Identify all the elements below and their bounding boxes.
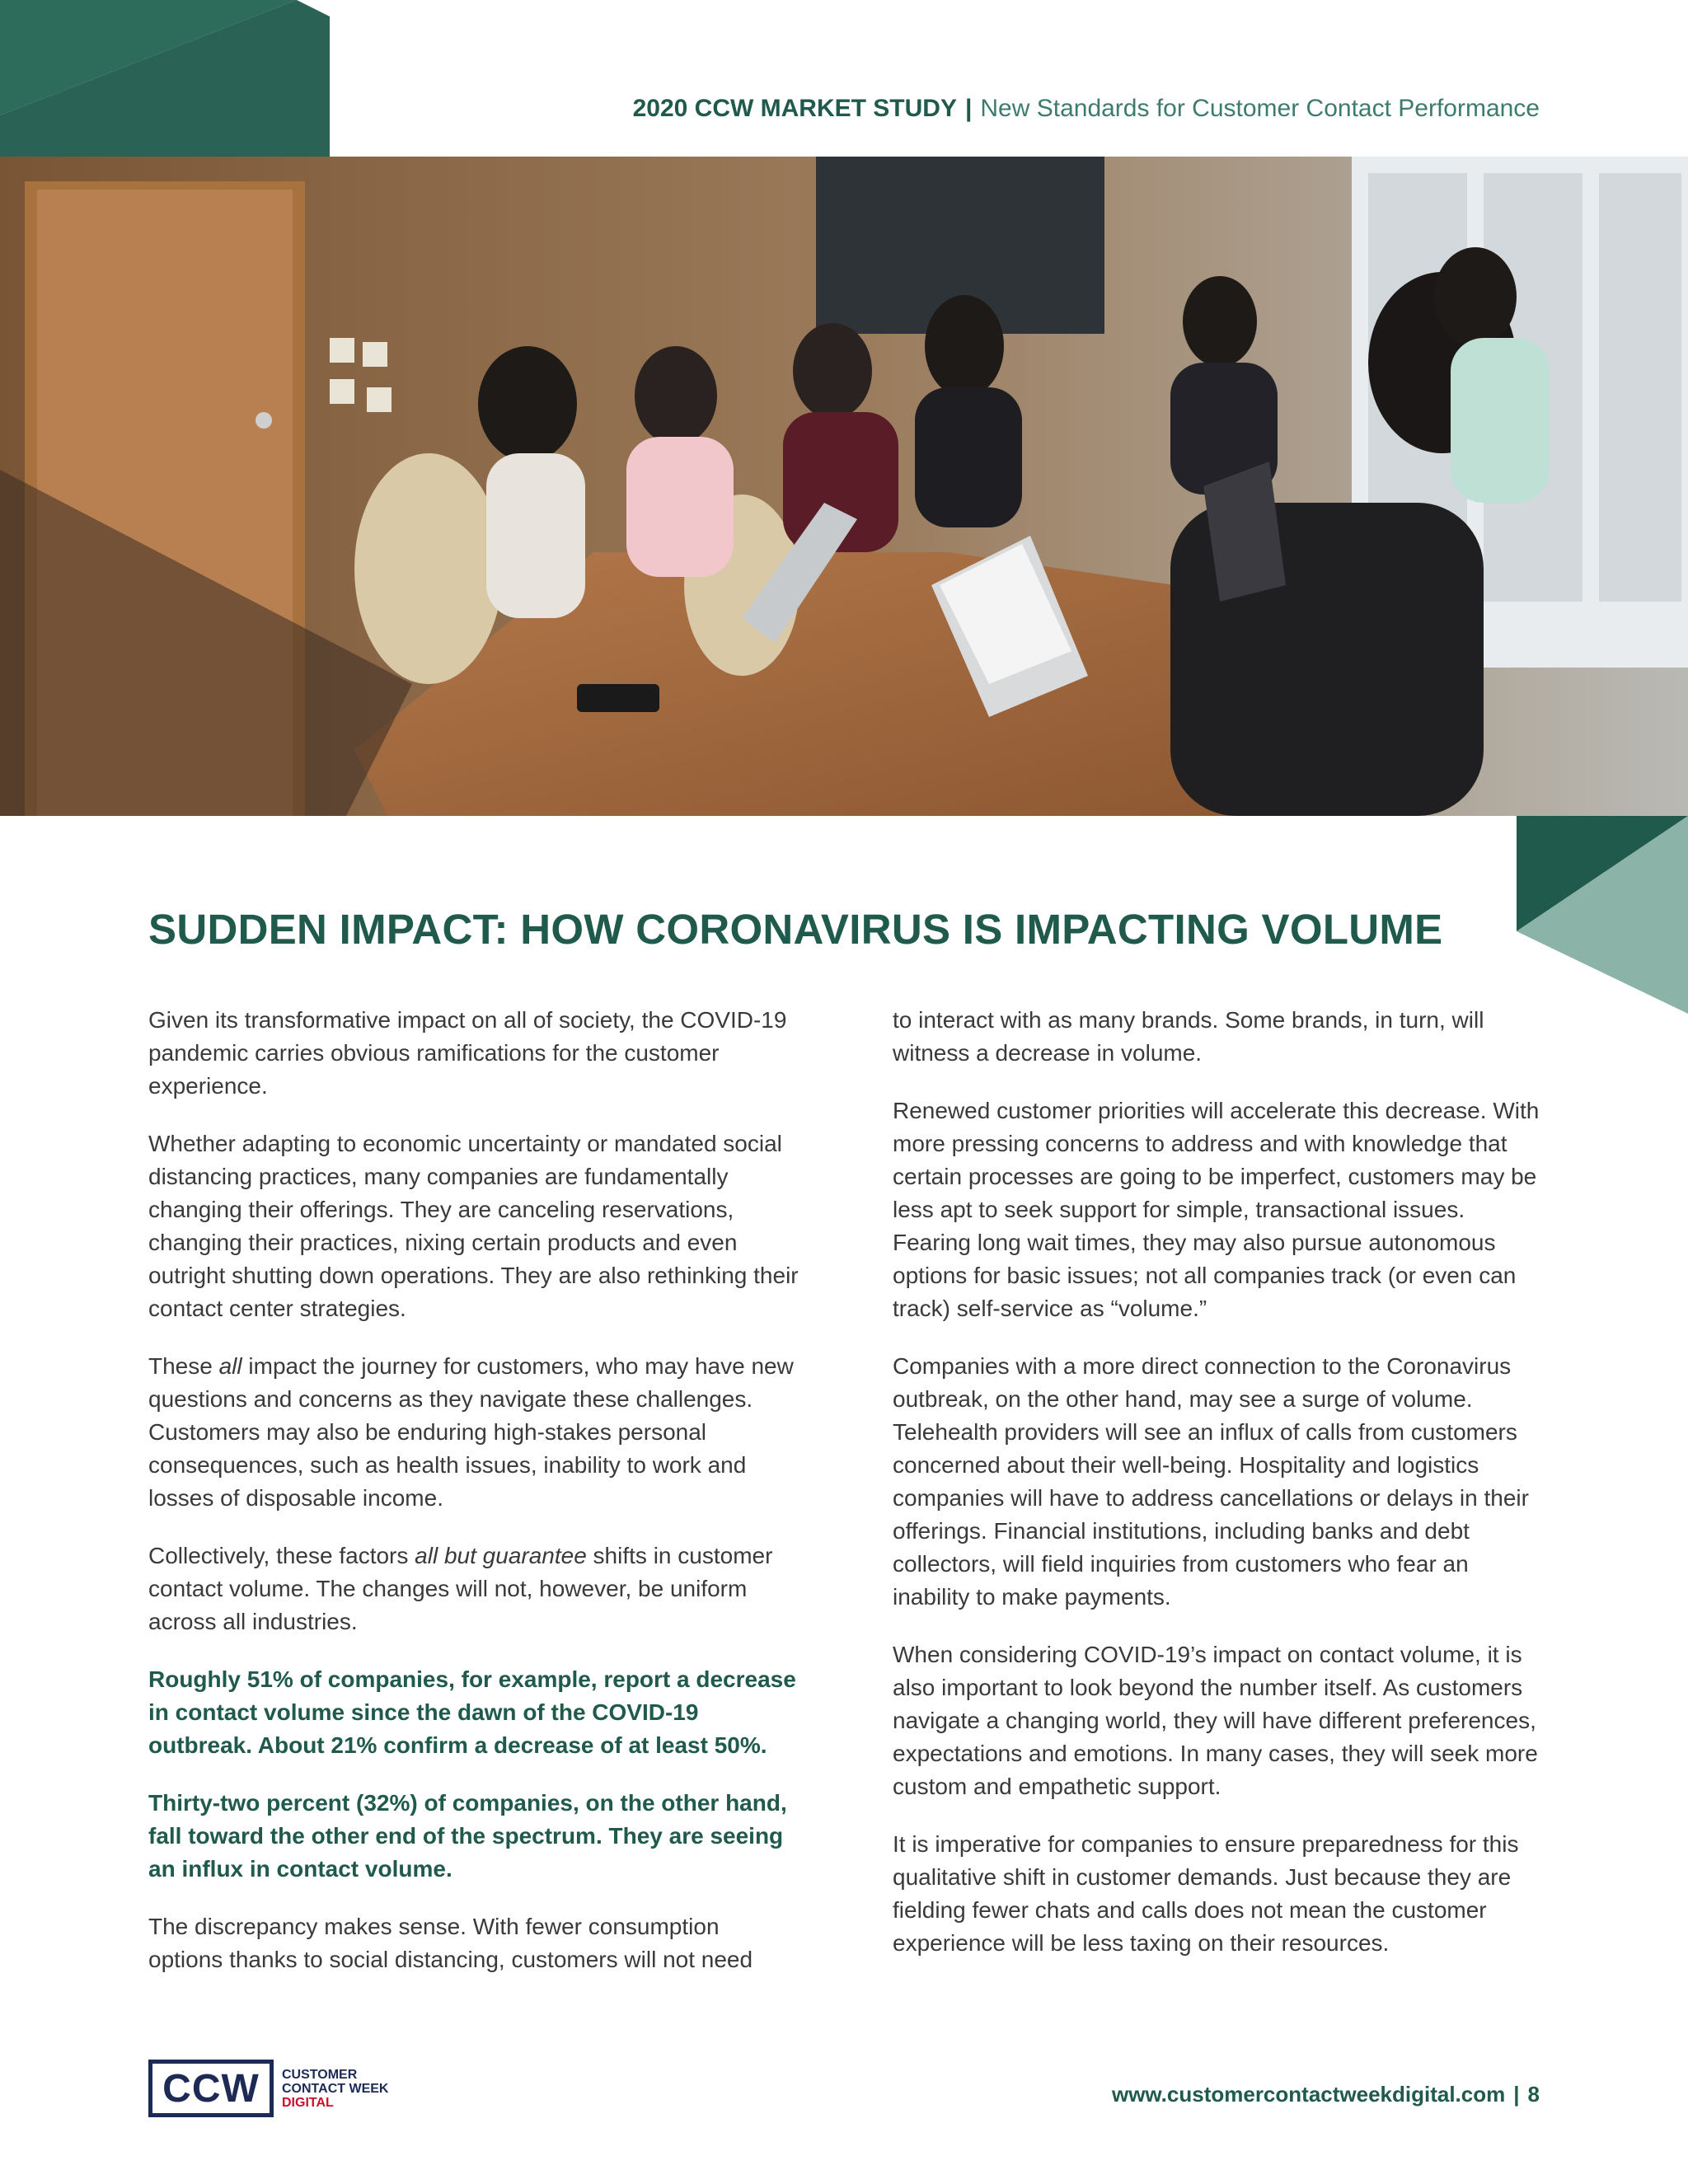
footer-url-and-page — [1112, 2080, 1540, 2108]
paragraph: It is imperative for companies to ensure preparedness for this qualitative shift in customer demands. Just because they are fielding fewer chats and calls does not mean the customer experience will be less taxing on their resources. — [893, 1831, 1519, 1956]
header-separator: | — [964, 95, 973, 122]
header-subtitle: New Standards for Customer Contact Performance — [980, 95, 1540, 122]
logo-mark: CCW — [148, 2060, 274, 2117]
page-number: 8 — [1527, 2082, 1540, 2107]
logo-line: CUSTOMER — [282, 2067, 358, 2082]
paragraph: Companies with a more direct connection to the Coronavirus outbreak, on the other hand, may see a surge of volume. Telehealth providers will see an influx of calls from customers concerned about their well-being. Hospitality and logistics companies will have to address cancellations or delays in their offerings. Financial institutions, including banks and debt collectors, will field inquiries from customers who fear an inability to make payments. — [893, 1353, 1529, 1610]
footer-separator: | — [1513, 2082, 1520, 2107]
paragraph: The discrepancy makes sense. With fewer consumption options thanks to social distancing, customers will not need — [148, 1914, 753, 1972]
paragraph: Whether adapting to economic uncertainty or mandated social distancing practices, many companies are fundamentally changing their offerings. They are canceling reservations, changing their practices, nixing certain products and even outright shutting down operations. They are also rethinking their contact center strategies. — [148, 1131, 799, 1321]
logo-line: DIGITAL — [282, 2095, 334, 2110]
paragraph: to interact with as many brands. Some brands, in turn, will witness a decrease in volume. — [893, 1007, 1484, 1066]
study-label: 2020 CCW MARKET STUDY — [632, 95, 957, 122]
ccw-logo — [148, 2058, 388, 2119]
decorative-triangle-right — [1517, 816, 1688, 1014]
left-column — [148, 1004, 799, 2001]
section-title: SUDDEN IMPACT: HOW CORONAVIRUS IS IMPACTING VOLUME — [148, 906, 1443, 953]
meeting-photo — [0, 157, 1688, 816]
logo-wordmark — [282, 2068, 388, 2110]
page-header — [633, 92, 1540, 125]
logo-line: CONTACT WEEK — [282, 2081, 389, 2096]
highlight-paragraph: Thirty-two percent (32%) of companies, on the other hand, fall toward the other end of the spectrum. They are seeing an influx in contact volume. — [148, 1790, 787, 1882]
paragraph: These all impact the journey for customers, who may have new questions and concerns as they navigate these challenges. Customers may also be enduring high-stakes personal consequences, such as health issues, inability to work and losses of disposable income. — [148, 1353, 794, 1511]
highlight-paragraph: Roughly 51% of companies, for example, report a decrease in contact volume since the dawn of the COVID-19 outbreak. About 21% confirm a decrease of at least 50%. — [148, 1666, 796, 1758]
meeting-room-photo-icon — [0, 157, 1688, 816]
paragraph: Given its transformative impact on all of society, the COVID-19 pandemic carries obvious ramifications for the customer experience. — [148, 1007, 787, 1099]
right-column — [893, 1004, 1544, 1985]
footer-url[interactable]: www.customercontactweekdigital.com — [1111, 2082, 1506, 2107]
paragraph: Collectively, these factors all but guarantee shifts in customer contact volume. The changes will not, however, be uniform across all industries. — [148, 1543, 773, 1634]
paragraph: When considering COVID-19’s impact on contact volume, it is also important to look beyond the number itself. As customers navigate a changing world, they will have different preferences, expectations and emotions. In many cases, they will seek more custom and empathetic support. — [893, 1642, 1538, 1799]
paragraph: Renewed customer priorities will accelerate this decrease. With more pressing concerns to address and with knowledge that certain processes are going to be imperfect, customers may be less apt to seek support for simple, transactional issues. Fearing long wait times, they may also pursue autonomous options for basic issues; not all companies track (or even can track) self-service as “volume.” — [893, 1098, 1540, 1321]
